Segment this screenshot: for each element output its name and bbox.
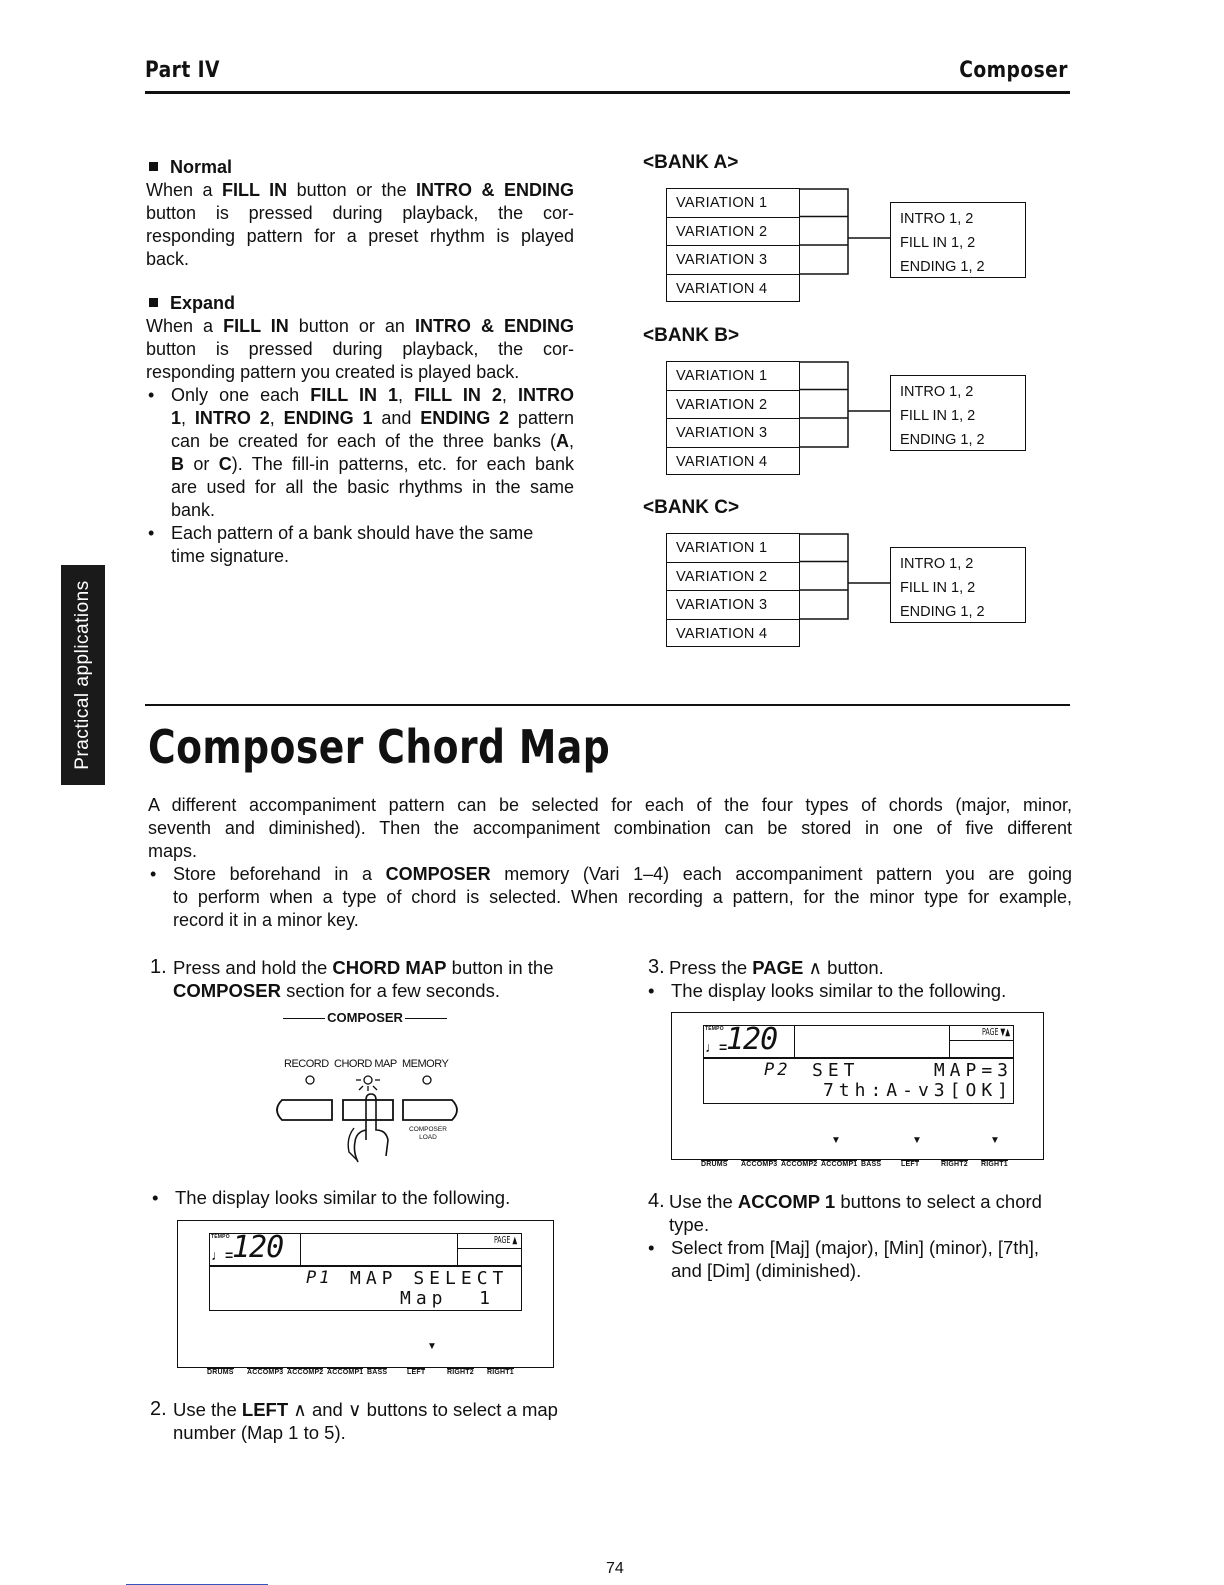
text-line: A different accompaniment pattern can be selected for each of the four types of chords (major, minor,	[148, 795, 1072, 815]
step-1-text	[173, 956, 590, 1002]
panel-buttons-icon	[270, 1070, 470, 1180]
lcd-1-line-1: MAP SELECT	[350, 1268, 509, 1289]
lcd-2-arrow-icon: ▼	[831, 1135, 841, 1146]
text-line: 1, INTRO 2, ENDING 1 and ENDING 2 pattern	[171, 408, 574, 428]
text-line: number (Map 1 to 5).	[173, 1422, 346, 1443]
variation-item: VARIATION 3	[667, 591, 799, 620]
bank-title: <BANK B>	[643, 325, 740, 346]
panel-label-chord-map: CHORD MAP	[334, 1058, 397, 1070]
step-3	[648, 956, 1078, 1002]
bullet-dot-icon: •	[148, 523, 155, 543]
bank-connector	[799, 188, 891, 278]
bank-title: <BANK C>	[643, 497, 740, 518]
square-bullet-icon	[149, 162, 158, 171]
square-bullet-icon	[149, 298, 158, 307]
text-line: seventh and diminished). Then the accompaniment combination can be stored in one of five different	[148, 818, 1072, 838]
header-section: Composer	[959, 58, 1068, 83]
text-line: maps.	[148, 841, 198, 861]
text-line: When a FILL IN button or an INTRO & ENDING	[146, 316, 574, 336]
intro-bullet	[148, 863, 1072, 932]
lcd-1-arrow-icon: ▼	[427, 1341, 437, 1352]
lcd-2-arrow-icon: ▼	[990, 1135, 1000, 1146]
text-line: time signature.	[171, 546, 290, 566]
lcd-footer-label: ACCOMP2	[287, 1369, 324, 1376]
variation-item: VARIATION 3	[667, 246, 799, 275]
variation-item: VARIATION 2	[667, 563, 799, 592]
text-line: B or C). The fill-in patterns, etc. for each bank	[171, 454, 574, 474]
step-2	[150, 1398, 590, 1444]
intro-fill-ending-list	[890, 202, 1026, 278]
pattern-item: INTRO 1, 2	[900, 556, 974, 572]
composer-load-label: COMPOSER LOAD	[409, 1126, 447, 1141]
section-title: Composer Chord Map	[148, 720, 611, 774]
variation-list	[666, 188, 800, 302]
lcd-footer-label: ACCOMP1	[821, 1161, 858, 1168]
lcd-footer-label: ACCOMP3	[247, 1369, 284, 1376]
text-line: Select from [Maj] (major), [Min] (minor), [7th],	[671, 1237, 1040, 1258]
lcd-1-tempo: TEMPO ♩= 120	[210, 1234, 301, 1265]
lcd-footer-label: RIGHT2	[941, 1161, 968, 1168]
lcd-footer-label: RIGHT1	[981, 1161, 1008, 1168]
lcd-2-page-indicator: PAGE ▼▲	[949, 1026, 1013, 1041]
chord-map-intro	[148, 794, 1072, 932]
lcd-1-line-2: Map 1	[400, 1288, 496, 1309]
lcd-footer-label: ACCOMP3	[741, 1161, 778, 1168]
variation-item: VARIATION 4	[676, 280, 768, 297]
text-line: back.	[146, 249, 190, 269]
text-line: bank.	[171, 500, 216, 520]
lcd-1-footer	[207, 1368, 527, 1380]
text-line: Press and hold the CHORD MAP button in the	[173, 957, 554, 978]
pattern-item: FILL IN 1, 2	[900, 580, 976, 596]
pattern-item: ENDING 1, 2	[900, 604, 985, 620]
text-line: Use the ACCOMP 1 buttons to select a chord	[669, 1191, 1042, 1212]
text-line: and [Dim] (diminished).	[671, 1260, 862, 1281]
text-line: Press the PAGE ∧ button.	[669, 957, 884, 978]
lcd-footer-label: RIGHT1	[487, 1369, 514, 1376]
pattern-item: INTRO 1, 2	[900, 384, 974, 400]
composer-panel-illustration	[270, 1010, 470, 1180]
text-line: Each pattern of a bank should have the same	[171, 523, 534, 543]
lcd-2-text-area	[703, 1058, 1014, 1104]
variation-item: VARIATION 2	[667, 218, 799, 247]
variation-item: VARIATION 1	[667, 189, 799, 218]
header-part: Part IV	[145, 58, 220, 83]
bank-connector	[799, 533, 891, 623]
text-line: are used for all the basic rhythms in the same	[171, 477, 574, 497]
bullet-dot-icon: •	[150, 864, 157, 884]
variation-item: VARIATION 3	[667, 419, 799, 448]
bullet-dot-icon: •	[148, 385, 155, 405]
lcd-2-page-code: P2	[764, 1060, 791, 1080]
text-line: Only one each FILL IN 1, FILL IN 2, INTRO	[171, 385, 574, 405]
panel-label-memory: MEMORY	[402, 1058, 449, 1070]
normal-text	[146, 179, 574, 271]
text-line: Use the LEFT ∧ and ∨ buttons to select a map	[173, 1399, 558, 1420]
lcd-footer-label: RIGHT2	[447, 1369, 474, 1376]
text-line: can be created for each of the three banks (A,	[171, 431, 574, 451]
variation-list	[666, 361, 800, 475]
lcd-1-text-area	[209, 1266, 522, 1311]
pattern-item: ENDING 1, 2	[900, 259, 985, 275]
lcd-footer-label: LEFT	[407, 1369, 426, 1376]
normal-heading: Normal	[146, 156, 574, 179]
lcd-footer-label: BASS	[861, 1161, 882, 1168]
variation-item: VARIATION 1	[667, 362, 799, 391]
expand-text	[146, 315, 574, 384]
bank-title: <BANK A>	[643, 152, 739, 173]
variation-item: VARIATION 4	[676, 625, 768, 642]
lcd-2-top-bar	[703, 1022, 1014, 1058]
step-3-text	[669, 956, 1078, 979]
page-number: 74	[606, 1560, 624, 1577]
step-4-number: 4.	[648, 1190, 665, 1212]
lcd-footer-label: BASS	[367, 1369, 388, 1376]
text-line: button is pressed during playback, the cor-	[146, 203, 574, 223]
section-rule	[145, 704, 1070, 706]
lcd-2-line-1-right: MAP=3	[933, 1060, 1013, 1081]
bank-connector	[799, 361, 891, 451]
panel-title: COMPOSER	[270, 1010, 460, 1025]
lcd-2-tempo: TEMPO ♩= 120	[704, 1026, 795, 1057]
lcd-2-tempo-value: 120	[726, 1022, 778, 1057]
text-line: Store beforehand in a COMPOSER memory (Vari 1–4) each accompaniment pattern you are going	[173, 864, 1072, 884]
intro-fill-ending-list	[890, 547, 1026, 623]
text-line: button is pressed during playback, the cor-	[146, 339, 574, 359]
text-line: When a FILL IN button or the INTRO & ENDING	[146, 180, 574, 200]
expand-heading: Expand	[146, 292, 574, 315]
pattern-item: INTRO 1, 2	[900, 211, 974, 227]
lcd-footer-label: DRUMS	[701, 1161, 728, 1168]
text-line: responding pattern you created is played back.	[146, 362, 520, 382]
lcd-footer-label: ACCOMP1	[327, 1369, 364, 1376]
step-4-text	[669, 1190, 1078, 1236]
lcd-footer-label: ACCOMP2	[781, 1161, 818, 1168]
bullet-dot-icon: •	[648, 1237, 655, 1258]
text-line: to perform when a type of chord is selected. When recording a pattern, for the minor type for example,	[173, 887, 1072, 907]
step-2-text	[173, 1398, 590, 1444]
expand-block	[146, 292, 574, 568]
lcd-display-1	[177, 1220, 554, 1368]
intro-fill-ending-list	[890, 375, 1026, 451]
step-1	[150, 956, 590, 1002]
step-1-number: 1.	[150, 956, 167, 978]
text-line: COMPOSER section for a few seconds.	[173, 980, 500, 1001]
step-4	[648, 1190, 1078, 1282]
variation-item: VARIATION 1	[667, 534, 799, 563]
normal-block	[146, 156, 574, 271]
lcd-1-tempo-value: 120	[232, 1230, 284, 1265]
pattern-item: ENDING 1, 2	[900, 432, 985, 448]
lcd-2-arrow-icon: ▼	[912, 1135, 922, 1146]
pattern-item: FILL IN 1, 2	[900, 408, 976, 424]
bullet-dot-icon: •	[648, 980, 655, 1001]
side-tab-label: Practical applications	[72, 580, 93, 770]
text-line: type.	[669, 1214, 710, 1235]
variation-item: VARIATION 4	[676, 453, 768, 470]
page-up-icon: ▲	[512, 1235, 517, 1246]
step-3-number: 3.	[648, 956, 665, 978]
lcd-footer-label: DRUMS	[207, 1369, 234, 1376]
step-2-number: 2.	[150, 1398, 167, 1420]
lcd-1-page-indicator: PAGE ▲	[457, 1234, 521, 1249]
lcd-2-line-1-left: SET	[812, 1060, 860, 1081]
variation-list	[666, 533, 800, 647]
text-line: responding pattern for a preset rhythm is played	[146, 226, 574, 246]
lcd-2-line-2: 7th:A-v3[OK]	[822, 1080, 1013, 1101]
expand-bullet-1	[146, 384, 574, 522]
lcd-1-top-bar	[209, 1230, 522, 1266]
header-rule	[145, 91, 1070, 94]
side-tab	[61, 565, 105, 785]
lcd-1-page-code: P1	[306, 1268, 333, 1288]
page-up-down-icon: ▼▲	[1000, 1027, 1010, 1038]
text-line: record it in a minor key.	[173, 910, 359, 930]
lcd-display-2	[671, 1012, 1044, 1160]
pattern-item: FILL IN 1, 2	[900, 235, 976, 251]
panel-label-record: RECORD	[284, 1058, 329, 1070]
step-3-bullet: • The display looks similar to the following.	[648, 980, 1007, 1001]
step-1-bullet: • The display looks similar to the following.	[152, 1187, 511, 1208]
variation-item: VARIATION 2	[667, 391, 799, 420]
expand-bullet-2	[146, 522, 574, 568]
step-4-bullet	[648, 1236, 1078, 1282]
lcd-2-footer	[701, 1160, 1021, 1172]
lcd-footer-label: LEFT	[901, 1161, 920, 1168]
bullet-dot-icon: •	[152, 1187, 159, 1208]
